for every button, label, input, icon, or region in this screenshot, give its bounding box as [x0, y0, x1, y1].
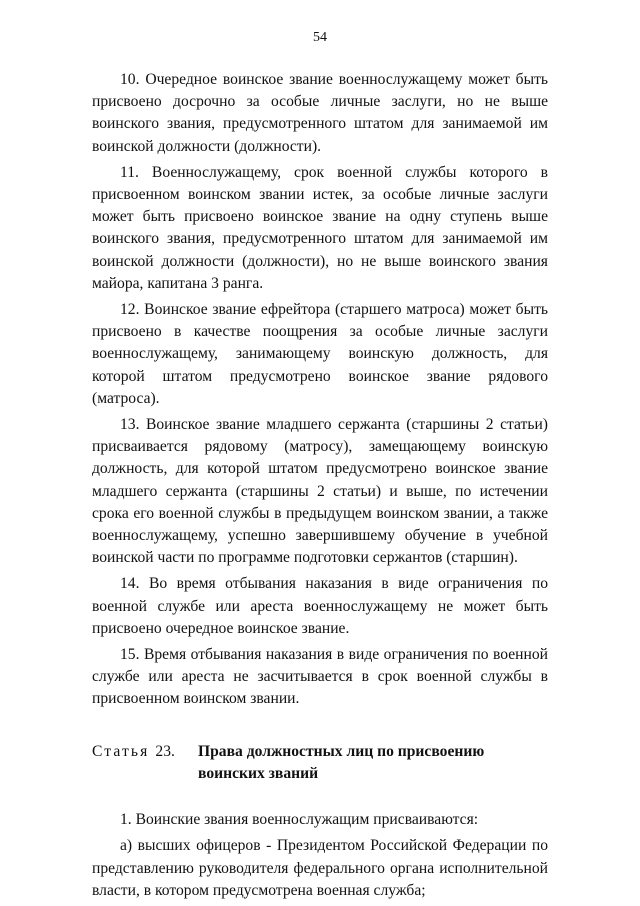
paragraph-14: 14. Во время отбывания наказания в виде ограничения по военной службе или ареста военнослужащему не может быть присвоено очередное воинское звание.: [92, 575, 548, 637]
clause-1: 1. Воинские звания военнослужащим присваиваются:: [120, 811, 479, 829]
paragraph-13: 13. Воинское звание младшего сержанта (старшины 2 статьи) присваивается рядовому (матросу), замещающему воинскую должность, для которой штатом предусмотрено воинское звание младшего сержанта (старшины 2 статьи) и выше, по истечении срока его военной службы в предыдущем воинском звании, а также военнослужащему, успешно завершившему обучение в учебной воинской части по программе подготовки сержантов (старшин).: [92, 416, 548, 567]
document-body: [92, 69, 548, 906]
page-number: 54: [313, 30, 327, 45]
article-title: Права должностных лиц по присвоению воинских званий: [198, 742, 485, 782]
article-heading: [92, 741, 548, 785]
clause-1-a: а) высших офицеров - Президентом Российской Федерации по представлению руководителя федерального органа исполнительной власти, в котором предусмотрена военная служба;: [92, 837, 548, 899]
paragraph-15: 15. Время отбывания наказания в виде ограничения по военной службе или ареста не засчитывается в срок военной службы в присвоенном воинском звании.: [92, 646, 548, 708]
article-number: 23.: [155, 742, 175, 760]
paragraph-11: 11. Военнослужащему, срок военной службы которого в присвоенном воинском звании истек, за особые личные заслуги может быть присвоено воинское звание на одну ступень выше воинского звания, предусмотренного штатом для занимаемой им воинской должности (должности), но не выше воинского звания майора, капитана 3 ранга.: [92, 163, 548, 292]
article-label: [92, 741, 198, 763]
article-label-word: Статья: [92, 742, 150, 760]
paragraph-12: 12. Воинское звание ефрейтора (старшего матроса) может быть присвоено в качестве поощрения за особые личные заслуги военнослужащему, занимающему воинскую должность, для которой штатом предусмотрено воинское звание рядового (матроса).: [92, 301, 548, 407]
paragraph-10: 10. Очередное воинское звание военнослужащему может быть присвоено досрочно за особые личные заслуги, но не выше воинского звания, предусмотренного штатом для занимаемой им воинской должности (должности).: [92, 71, 548, 155]
